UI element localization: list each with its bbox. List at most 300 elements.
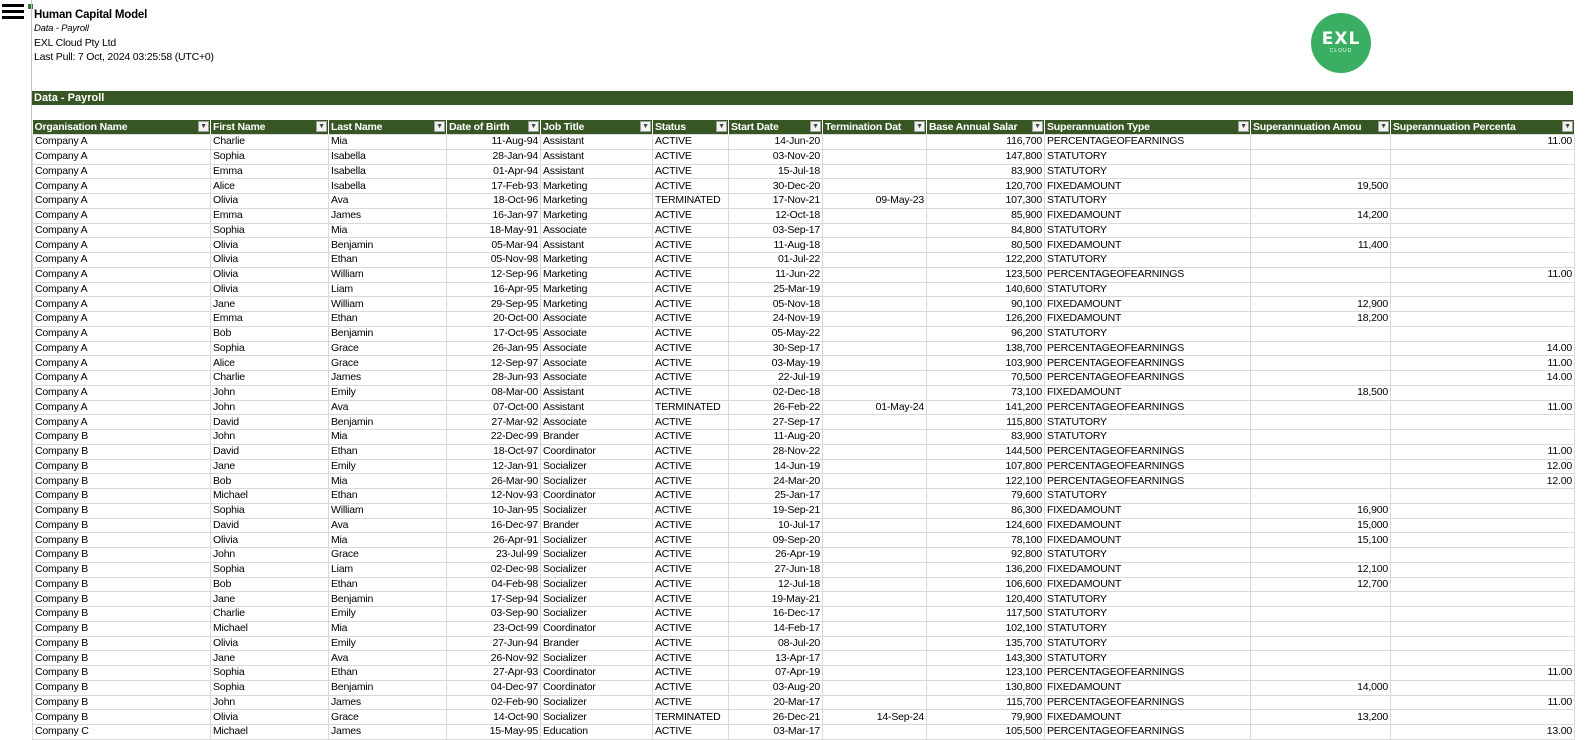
- table-cell[interactable]: Company B: [33, 430, 211, 445]
- table-cell[interactable]: David: [211, 444, 329, 459]
- table-cell[interactable]: Mia: [329, 223, 447, 238]
- table-cell[interactable]: TERMINATED: [653, 400, 729, 415]
- table-cell[interactable]: 117,500: [927, 607, 1045, 622]
- table-cell[interactable]: Jane: [211, 592, 329, 607]
- table-cell[interactable]: 85,900: [927, 208, 1045, 223]
- table-cell[interactable]: 27-Mar-92: [447, 415, 541, 430]
- table-cell[interactable]: [1391, 518, 1575, 533]
- table-cell[interactable]: [1391, 607, 1575, 622]
- table-cell[interactable]: 12,100: [1251, 562, 1391, 577]
- table-cell[interactable]: [1251, 371, 1391, 386]
- table-cell[interactable]: Socializer: [541, 607, 653, 622]
- table-cell[interactable]: Michael: [211, 725, 329, 740]
- table-cell[interactable]: 12-Sep-96: [447, 267, 541, 282]
- table-cell[interactable]: PERCENTAGEOFEARNINGS: [1045, 695, 1251, 710]
- table-cell[interactable]: [1251, 548, 1391, 563]
- table-cell[interactable]: Olivia: [211, 194, 329, 209]
- table-cell[interactable]: ACTIVE: [653, 562, 729, 577]
- table-cell[interactable]: ACTIVE: [653, 297, 729, 312]
- table-cell[interactable]: [823, 297, 927, 312]
- table-cell[interactable]: [1391, 415, 1575, 430]
- table-cell[interactable]: STATUTORY: [1045, 149, 1251, 164]
- table-cell[interactable]: [823, 459, 927, 474]
- table-cell[interactable]: Ava: [329, 194, 447, 209]
- table-cell[interactable]: Marketing: [541, 179, 653, 194]
- table-cell[interactable]: PERCENTAGEOFEARNINGS: [1045, 341, 1251, 356]
- table-cell[interactable]: 28-Jan-94: [447, 149, 541, 164]
- table-cell[interactable]: Brander: [541, 430, 653, 445]
- table-cell[interactable]: ACTIVE: [653, 164, 729, 179]
- table-cell[interactable]: 12-Sep-97: [447, 356, 541, 371]
- table-cell[interactable]: [823, 503, 927, 518]
- table-cell[interactable]: 18-May-91: [447, 223, 541, 238]
- table-cell[interactable]: PERCENTAGEOFEARNINGS: [1045, 267, 1251, 282]
- table-cell[interactable]: STATUTORY: [1045, 326, 1251, 341]
- table-cell[interactable]: James: [329, 725, 447, 740]
- table-cell[interactable]: 07-Oct-00: [447, 400, 541, 415]
- table-cell[interactable]: David: [211, 518, 329, 533]
- table-cell[interactable]: Olivia: [211, 636, 329, 651]
- table-cell[interactable]: 28-Nov-22: [729, 444, 823, 459]
- table-cell[interactable]: Associate: [541, 223, 653, 238]
- table-cell[interactable]: Company B: [33, 577, 211, 592]
- column-header[interactable]: [1251, 120, 1391, 135]
- table-cell[interactable]: ACTIVE: [653, 725, 729, 740]
- table-cell[interactable]: [1391, 253, 1575, 268]
- table-cell[interactable]: Socializer: [541, 577, 653, 592]
- table-cell[interactable]: 28-Jun-93: [447, 371, 541, 386]
- table-cell[interactable]: Assistant: [541, 385, 653, 400]
- table-cell[interactable]: Ethan: [329, 253, 447, 268]
- table-cell[interactable]: [1391, 430, 1575, 445]
- table-cell[interactable]: 03-Sep-90: [447, 607, 541, 622]
- table-cell[interactable]: 11.00: [1391, 135, 1575, 150]
- table-cell[interactable]: 14-Oct-90: [447, 710, 541, 725]
- table-cell[interactable]: 17-Oct-95: [447, 326, 541, 341]
- table-cell[interactable]: Olivia: [211, 267, 329, 282]
- table-cell[interactable]: ACTIVE: [653, 621, 729, 636]
- table-cell[interactable]: [1251, 459, 1391, 474]
- table-cell[interactable]: [823, 164, 927, 179]
- table-cell[interactable]: PERCENTAGEOFEARNINGS: [1045, 725, 1251, 740]
- table-cell[interactable]: Coordinator: [541, 621, 653, 636]
- table-cell[interactable]: [823, 208, 927, 223]
- table-cell[interactable]: 16-Dec-97: [447, 518, 541, 533]
- table-cell[interactable]: Company A: [33, 208, 211, 223]
- table-cell[interactable]: 12-Jan-91: [447, 459, 541, 474]
- filter-dropdown-icon[interactable]: ▼: [1562, 121, 1573, 132]
- table-cell[interactable]: Emily: [329, 636, 447, 651]
- table-cell[interactable]: Company B: [33, 651, 211, 666]
- table-cell[interactable]: 15-Jul-18: [729, 164, 823, 179]
- table-cell[interactable]: Associate: [541, 415, 653, 430]
- table-cell[interactable]: 16,900: [1251, 503, 1391, 518]
- table-cell[interactable]: 11-Aug-94: [447, 135, 541, 150]
- table-cell[interactable]: 73,100: [927, 385, 1045, 400]
- table-cell[interactable]: 04-Feb-98: [447, 577, 541, 592]
- table-cell[interactable]: Associate: [541, 356, 653, 371]
- table-cell[interactable]: 27-Apr-93: [447, 666, 541, 681]
- filter-dropdown-icon[interactable]: ▼: [434, 121, 445, 132]
- column-header[interactable]: [1045, 120, 1251, 135]
- table-cell[interactable]: ACTIVE: [653, 312, 729, 327]
- table-cell[interactable]: Company A: [33, 312, 211, 327]
- table-cell[interactable]: 123,500: [927, 267, 1045, 282]
- table-cell[interactable]: Coordinator: [541, 666, 653, 681]
- table-cell[interactable]: 05-May-22: [729, 326, 823, 341]
- table-cell[interactable]: 16-Dec-17: [729, 607, 823, 622]
- table-cell[interactable]: Company A: [33, 149, 211, 164]
- table-cell[interactable]: PERCENTAGEOFEARNINGS: [1045, 400, 1251, 415]
- table-cell[interactable]: Ava: [329, 400, 447, 415]
- table-cell[interactable]: Sophia: [211, 149, 329, 164]
- table-cell[interactable]: Education: [541, 725, 653, 740]
- table-cell[interactable]: Grace: [329, 710, 447, 725]
- column-header[interactable]: [329, 120, 447, 135]
- table-cell[interactable]: ACTIVE: [653, 680, 729, 695]
- table-cell[interactable]: 01-Apr-94: [447, 164, 541, 179]
- table-cell[interactable]: Mia: [329, 135, 447, 150]
- table-cell[interactable]: Socializer: [541, 459, 653, 474]
- table-cell[interactable]: Olivia: [211, 282, 329, 297]
- table-cell[interactable]: 86,300: [927, 503, 1045, 518]
- table-cell[interactable]: [823, 548, 927, 563]
- table-cell[interactable]: ACTIVE: [653, 474, 729, 489]
- table-cell[interactable]: Associate: [541, 371, 653, 386]
- table-cell[interactable]: [1251, 415, 1391, 430]
- table-cell[interactable]: 16-Apr-95: [447, 282, 541, 297]
- table-cell[interactable]: PERCENTAGEOFEARNINGS: [1045, 459, 1251, 474]
- table-cell[interactable]: 03-Aug-20: [729, 680, 823, 695]
- table-cell[interactable]: Socializer: [541, 562, 653, 577]
- table-cell[interactable]: Alice: [211, 179, 329, 194]
- table-cell[interactable]: 141,200: [927, 400, 1045, 415]
- table-cell[interactable]: [823, 385, 927, 400]
- table-cell[interactable]: 11.00: [1391, 666, 1575, 681]
- table-cell[interactable]: 05-Nov-18: [729, 297, 823, 312]
- table-cell[interactable]: Isabella: [329, 149, 447, 164]
- table-cell[interactable]: Bob: [211, 474, 329, 489]
- table-cell[interactable]: 30-Dec-20: [729, 179, 823, 194]
- table-cell[interactable]: FIXEDAMOUNT: [1045, 312, 1251, 327]
- table-cell[interactable]: [1391, 149, 1575, 164]
- table-cell[interactable]: 79,900: [927, 710, 1045, 725]
- table-cell[interactable]: FIXEDAMOUNT: [1045, 503, 1251, 518]
- table-cell[interactable]: John: [211, 400, 329, 415]
- table-cell[interactable]: Coordinator: [541, 444, 653, 459]
- table-cell[interactable]: Marketing: [541, 208, 653, 223]
- table-cell[interactable]: [823, 621, 927, 636]
- table-cell[interactable]: STATUTORY: [1045, 636, 1251, 651]
- table-cell[interactable]: Ethan: [329, 444, 447, 459]
- table-cell[interactable]: 11.00: [1391, 356, 1575, 371]
- table-cell[interactable]: ACTIVE: [653, 385, 729, 400]
- table-cell[interactable]: [1251, 223, 1391, 238]
- table-cell[interactable]: ACTIVE: [653, 430, 729, 445]
- table-cell[interactable]: FIXEDAMOUNT: [1045, 208, 1251, 223]
- table-cell[interactable]: 122,100: [927, 474, 1045, 489]
- table-cell[interactable]: STATUTORY: [1045, 607, 1251, 622]
- table-cell[interactable]: STATUTORY: [1045, 253, 1251, 268]
- table-cell[interactable]: [1251, 592, 1391, 607]
- table-cell[interactable]: Company A: [33, 223, 211, 238]
- table-cell[interactable]: 12,700: [1251, 577, 1391, 592]
- table-cell[interactable]: FIXEDAMOUNT: [1045, 238, 1251, 253]
- table-cell[interactable]: Sophia: [211, 503, 329, 518]
- table-cell[interactable]: [1251, 636, 1391, 651]
- table-cell[interactable]: Sophia: [211, 680, 329, 695]
- table-cell[interactable]: 122,200: [927, 253, 1045, 268]
- table-cell[interactable]: 20-Mar-17: [729, 695, 823, 710]
- table-cell[interactable]: Socializer: [541, 503, 653, 518]
- table-cell[interactable]: James: [329, 208, 447, 223]
- table-cell[interactable]: 13,200: [1251, 710, 1391, 725]
- table-cell[interactable]: FIXEDAMOUNT: [1045, 518, 1251, 533]
- table-cell[interactable]: 92,800: [927, 548, 1045, 563]
- filter-dropdown-icon[interactable]: ▼: [528, 121, 539, 132]
- table-cell[interactable]: Company B: [33, 489, 211, 504]
- table-cell[interactable]: Charlie: [211, 135, 329, 150]
- table-cell[interactable]: Emily: [329, 385, 447, 400]
- table-cell[interactable]: 02-Dec-18: [729, 385, 823, 400]
- table-cell[interactable]: 15,000: [1251, 518, 1391, 533]
- table-cell[interactable]: [1251, 607, 1391, 622]
- table-cell[interactable]: STATUTORY: [1045, 415, 1251, 430]
- table-cell[interactable]: 11-Aug-20: [729, 430, 823, 445]
- table-cell[interactable]: 11.00: [1391, 444, 1575, 459]
- table-cell[interactable]: 18,200: [1251, 312, 1391, 327]
- table-cell[interactable]: [1251, 356, 1391, 371]
- table-cell[interactable]: Company B: [33, 562, 211, 577]
- table-cell[interactable]: STATUTORY: [1045, 223, 1251, 238]
- table-cell[interactable]: 107,300: [927, 194, 1045, 209]
- table-cell[interactable]: ACTIVE: [653, 356, 729, 371]
- table-cell[interactable]: ACTIVE: [653, 415, 729, 430]
- table-cell[interactable]: ACTIVE: [653, 695, 729, 710]
- table-cell[interactable]: Company B: [33, 666, 211, 681]
- table-cell[interactable]: William: [329, 267, 447, 282]
- table-cell[interactable]: 96,200: [927, 326, 1045, 341]
- table-cell[interactable]: 143,300: [927, 651, 1045, 666]
- table-cell[interactable]: Grace: [329, 548, 447, 563]
- table-cell[interactable]: 03-Nov-20: [729, 149, 823, 164]
- table-cell[interactable]: Ethan: [329, 489, 447, 504]
- table-cell[interactable]: [1251, 253, 1391, 268]
- table-cell[interactable]: ACTIVE: [653, 179, 729, 194]
- table-cell[interactable]: [1391, 548, 1575, 563]
- table-cell[interactable]: [1251, 666, 1391, 681]
- table-cell[interactable]: Charlie: [211, 607, 329, 622]
- table-cell[interactable]: [823, 636, 927, 651]
- table-cell[interactable]: 14-Feb-17: [729, 621, 823, 636]
- table-cell[interactable]: Assistant: [541, 164, 653, 179]
- table-cell[interactable]: FIXEDAMOUNT: [1045, 179, 1251, 194]
- table-cell[interactable]: Sophia: [211, 562, 329, 577]
- table-cell[interactable]: Company B: [33, 621, 211, 636]
- table-cell[interactable]: [823, 518, 927, 533]
- table-cell[interactable]: STATUTORY: [1045, 621, 1251, 636]
- table-cell[interactable]: Benjamin: [329, 592, 447, 607]
- table-cell[interactable]: 08-Jul-20: [729, 636, 823, 651]
- table-cell[interactable]: [1391, 562, 1575, 577]
- table-cell[interactable]: John: [211, 695, 329, 710]
- table-cell[interactable]: Coordinator: [541, 680, 653, 695]
- table-cell[interactable]: 05-Nov-98: [447, 253, 541, 268]
- table-cell[interactable]: 14.00: [1391, 371, 1575, 386]
- table-cell[interactable]: [823, 444, 927, 459]
- table-cell[interactable]: ACTIVE: [653, 282, 729, 297]
- column-header[interactable]: [653, 120, 729, 135]
- table-cell[interactable]: John: [211, 548, 329, 563]
- table-cell[interactable]: Company C: [33, 725, 211, 740]
- table-cell[interactable]: Company A: [33, 267, 211, 282]
- table-cell[interactable]: 126,200: [927, 312, 1045, 327]
- table-cell[interactable]: [823, 371, 927, 386]
- table-cell[interactable]: 24-Mar-20: [729, 474, 823, 489]
- table-cell[interactable]: 107,800: [927, 459, 1045, 474]
- table-cell[interactable]: Marketing: [541, 297, 653, 312]
- filter-dropdown-icon[interactable]: ▼: [640, 121, 651, 132]
- table-cell[interactable]: 30-Sep-17: [729, 341, 823, 356]
- table-cell[interactable]: 14.00: [1391, 341, 1575, 356]
- table-cell[interactable]: Company A: [33, 326, 211, 341]
- table-cell[interactable]: 83,900: [927, 430, 1045, 445]
- column-header[interactable]: [211, 120, 329, 135]
- table-cell[interactable]: STATUTORY: [1045, 282, 1251, 297]
- table-cell[interactable]: James: [329, 371, 447, 386]
- table-cell[interactable]: Company A: [33, 400, 211, 415]
- table-cell[interactable]: 26-Apr-19: [729, 548, 823, 563]
- table-cell[interactable]: Charlie: [211, 371, 329, 386]
- table-cell[interactable]: [1251, 621, 1391, 636]
- table-cell[interactable]: Olivia: [211, 710, 329, 725]
- column-header[interactable]: [447, 120, 541, 135]
- table-cell[interactable]: [1251, 135, 1391, 150]
- table-cell[interactable]: Company B: [33, 518, 211, 533]
- table-cell[interactable]: Socializer: [541, 474, 653, 489]
- table-cell[interactable]: Company A: [33, 135, 211, 150]
- table-cell[interactable]: 25-Mar-19: [729, 282, 823, 297]
- table-cell[interactable]: Mia: [329, 621, 447, 636]
- table-cell[interactable]: [1391, 489, 1575, 504]
- table-cell[interactable]: Company A: [33, 371, 211, 386]
- table-cell[interactable]: [823, 489, 927, 504]
- table-cell[interactable]: Isabella: [329, 179, 447, 194]
- table-cell[interactable]: FIXEDAMOUNT: [1045, 680, 1251, 695]
- filter-dropdown-icon[interactable]: ▼: [716, 121, 727, 132]
- table-cell[interactable]: [823, 607, 927, 622]
- table-cell[interactable]: [823, 592, 927, 607]
- table-cell[interactable]: 14-Jun-19: [729, 459, 823, 474]
- table-cell[interactable]: 14,000: [1251, 680, 1391, 695]
- table-cell[interactable]: 20-Oct-00: [447, 312, 541, 327]
- table-cell[interactable]: [1251, 444, 1391, 459]
- table-cell[interactable]: 80,500: [927, 238, 1045, 253]
- table-cell[interactable]: John: [211, 385, 329, 400]
- table-cell[interactable]: Jane: [211, 459, 329, 474]
- table-cell[interactable]: 13-Apr-17: [729, 651, 823, 666]
- table-cell[interactable]: Company B: [33, 548, 211, 563]
- table-cell[interactable]: Company B: [33, 533, 211, 548]
- table-cell[interactable]: 147,800: [927, 149, 1045, 164]
- table-cell[interactable]: 26-Mar-90: [447, 474, 541, 489]
- table-cell[interactable]: 115,800: [927, 415, 1045, 430]
- table-cell[interactable]: Benjamin: [329, 326, 447, 341]
- table-cell[interactable]: FIXEDAMOUNT: [1045, 297, 1251, 312]
- table-cell[interactable]: 05-Mar-94: [447, 238, 541, 253]
- table-cell[interactable]: 11-Jun-22: [729, 267, 823, 282]
- table-cell[interactable]: [1391, 503, 1575, 518]
- table-cell[interactable]: 17-Feb-93: [447, 179, 541, 194]
- table-cell[interactable]: ACTIVE: [653, 444, 729, 459]
- table-cell[interactable]: Company A: [33, 253, 211, 268]
- table-cell[interactable]: FIXEDAMOUNT: [1045, 385, 1251, 400]
- table-cell[interactable]: Benjamin: [329, 415, 447, 430]
- table-cell[interactable]: 18,500: [1251, 385, 1391, 400]
- table-cell[interactable]: Mia: [329, 474, 447, 489]
- table-cell[interactable]: [823, 223, 927, 238]
- table-cell[interactable]: [823, 312, 927, 327]
- table-cell[interactable]: [823, 533, 927, 548]
- table-cell[interactable]: Assistant: [541, 238, 653, 253]
- table-cell[interactable]: 27-Sep-17: [729, 415, 823, 430]
- table-cell[interactable]: [823, 253, 927, 268]
- column-header[interactable]: [1391, 120, 1575, 135]
- table-cell[interactable]: Associate: [541, 312, 653, 327]
- table-cell[interactable]: [1251, 282, 1391, 297]
- table-cell[interactable]: ACTIVE: [653, 607, 729, 622]
- table-cell[interactable]: Ethan: [329, 577, 447, 592]
- table-cell[interactable]: [823, 725, 927, 740]
- filter-dropdown-icon[interactable]: ▼: [914, 121, 925, 132]
- table-cell[interactable]: ACTIVE: [653, 341, 729, 356]
- table-cell[interactable]: ACTIVE: [653, 518, 729, 533]
- table-cell[interactable]: 12-Jul-18: [729, 577, 823, 592]
- table-cell[interactable]: 10-Jan-95: [447, 503, 541, 518]
- table-cell[interactable]: [1251, 651, 1391, 666]
- table-cell[interactable]: ACTIVE: [653, 208, 729, 223]
- table-cell[interactable]: FIXEDAMOUNT: [1045, 577, 1251, 592]
- table-cell[interactable]: 17-Sep-94: [447, 592, 541, 607]
- table-cell[interactable]: Mia: [329, 430, 447, 445]
- table-cell[interactable]: 124,600: [927, 518, 1045, 533]
- table-cell[interactable]: 03-May-19: [729, 356, 823, 371]
- table-cell[interactable]: 115,700: [927, 695, 1045, 710]
- table-cell[interactable]: 18-Oct-96: [447, 194, 541, 209]
- table-cell[interactable]: 02-Feb-90: [447, 695, 541, 710]
- table-cell[interactable]: STATUTORY: [1045, 651, 1251, 666]
- table-cell[interactable]: Coordinator: [541, 489, 653, 504]
- table-cell[interactable]: 29-Sep-95: [447, 297, 541, 312]
- table-cell[interactable]: [1391, 208, 1575, 223]
- table-cell[interactable]: 123,100: [927, 666, 1045, 681]
- table-cell[interactable]: Company A: [33, 238, 211, 253]
- table-cell[interactable]: 83,900: [927, 164, 1045, 179]
- table-cell[interactable]: 11.00: [1391, 267, 1575, 282]
- table-cell[interactable]: 135,700: [927, 636, 1045, 651]
- table-cell[interactable]: Marketing: [541, 253, 653, 268]
- table-cell[interactable]: Company B: [33, 710, 211, 725]
- table-cell[interactable]: William: [329, 503, 447, 518]
- table-cell[interactable]: [1251, 695, 1391, 710]
- table-cell[interactable]: 116,700: [927, 135, 1045, 150]
- table-cell[interactable]: Company A: [33, 164, 211, 179]
- table-cell[interactable]: [1391, 179, 1575, 194]
- table-cell[interactable]: 01-May-24: [823, 400, 927, 415]
- table-cell[interactable]: ACTIVE: [653, 267, 729, 282]
- table-cell[interactable]: 22-Jul-19: [729, 371, 823, 386]
- filter-dropdown-icon[interactable]: ▼: [1238, 121, 1249, 132]
